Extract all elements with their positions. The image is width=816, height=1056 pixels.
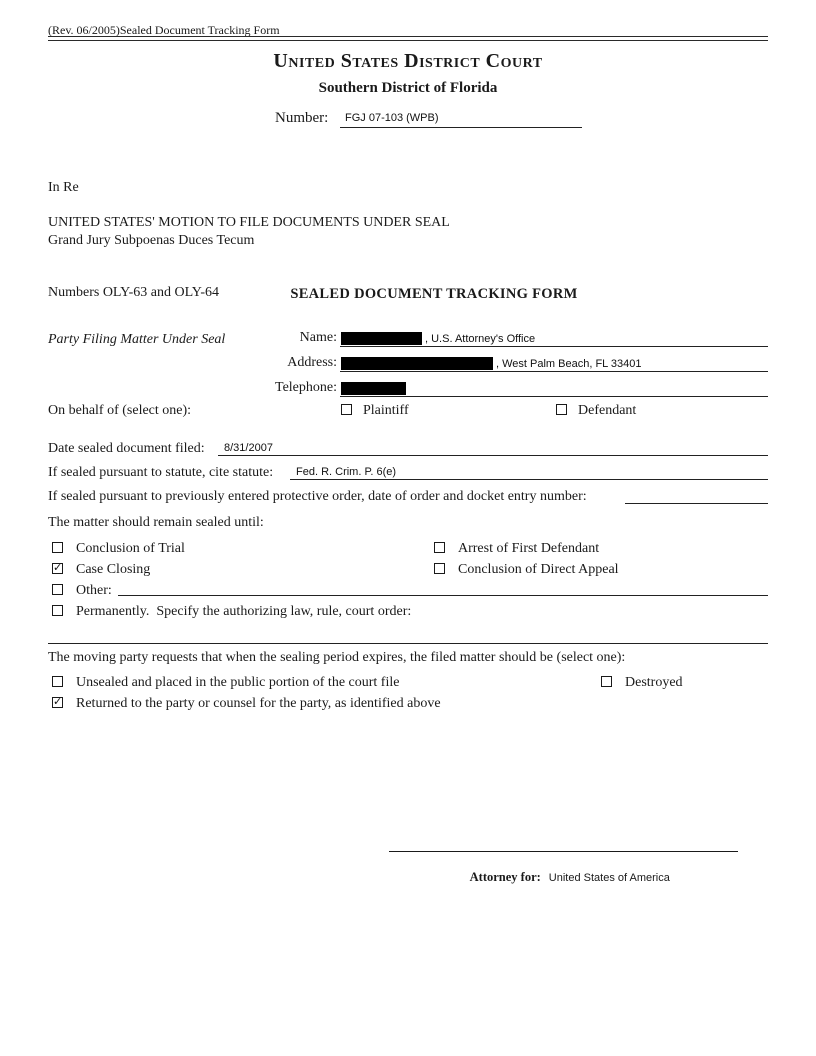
- signature-line[interactable]: [389, 851, 738, 852]
- unsealed-label: Unsealed and placed in the public portion of the court file: [76, 675, 400, 690]
- attorney-for-label: Attorney for:: [469, 870, 541, 884]
- returned-label: Returned to the party or counsel for the party, as identified above: [76, 696, 441, 711]
- case-closing-checkbox[interactable]: [52, 563, 63, 574]
- case-number-value: FGJ 07-103 (WPB): [345, 112, 439, 124]
- destroyed-label: Destroyed: [625, 675, 683, 690]
- arrest-first-defendant-checkbox[interactable]: [434, 542, 445, 553]
- other-checkbox[interactable]: [52, 584, 63, 595]
- telephone-label: Telephone:: [275, 380, 337, 395]
- plaintiff-checkbox[interactable]: [341, 404, 352, 415]
- form-title: SEALED DOCUMENT TRACKING FORM: [290, 286, 578, 302]
- name-value: , U.S. Attorney's Office: [425, 333, 536, 345]
- other-label: Other:: [76, 583, 112, 598]
- caption-line-1: In Re: [48, 180, 79, 195]
- remain-sealed-label: The matter should remain sealed until:: [48, 515, 264, 530]
- expiration-label: The moving party requests that when the sealing period expires, the filed matter should be (select one):: [48, 650, 626, 665]
- case-number-field-line[interactable]: [340, 127, 582, 128]
- double-rule: [48, 36, 768, 41]
- telephone-field-line[interactable]: [340, 396, 768, 397]
- case-number-label: Number:: [275, 110, 329, 126]
- other-field-line[interactable]: [118, 595, 768, 596]
- on-behalf-label: On behalf of (select one):: [48, 403, 192, 418]
- date-filed-field-line[interactable]: [218, 455, 768, 456]
- conclusion-direct-appeal-checkbox[interactable]: [434, 563, 445, 574]
- statute-label: If sealed pursuant to statute, cite statute:: [48, 465, 274, 480]
- conclusion-direct-appeal-label: Conclusion of Direct Appeal: [458, 562, 619, 577]
- date-filed-value: 8/31/2007: [224, 442, 273, 454]
- name-field-line[interactable]: [340, 346, 768, 347]
- redaction-box-telephone: [341, 382, 406, 395]
- permanently-checkbox[interactable]: [52, 605, 63, 616]
- protective-order-label: If sealed pursuant to previously entered protective order, date of order and docket entry number:: [48, 489, 587, 504]
- defendant-checkbox[interactable]: [556, 404, 567, 415]
- address-label: Address:: [287, 355, 337, 370]
- date-filed-label: Date sealed document filed:: [48, 441, 205, 456]
- attorney-for-value: United States of America: [548, 872, 670, 884]
- name-label: Name:: [299, 330, 337, 345]
- statute-field-line[interactable]: [290, 479, 768, 480]
- court-title: United States District Court: [273, 50, 543, 72]
- conclusion-of-trial-checkbox[interactable]: [52, 542, 63, 553]
- protective-order-field-line[interactable]: [625, 503, 768, 504]
- returned-checkbox[interactable]: [52, 697, 63, 708]
- address-value: , West Palm Beach, FL 33401: [496, 358, 642, 370]
- destroyed-checkbox[interactable]: [601, 676, 612, 687]
- unsealed-checkbox[interactable]: [52, 676, 63, 687]
- redaction-box-name: [341, 332, 422, 345]
- conclusion-of-trial-label: Conclusion of Trial: [76, 541, 185, 556]
- revision-line: (Rev. 06/2005)Sealed Document Tracking Form: [48, 23, 280, 37]
- redaction-box-address: [341, 357, 493, 370]
- permanently-field-line[interactable]: [48, 643, 768, 644]
- case-caption: [48, 144, 254, 337]
- signature-caption: [389, 855, 738, 900]
- address-field-line[interactable]: [340, 371, 768, 372]
- plaintiff-label: Plaintiff: [363, 403, 409, 418]
- caption-line-2: Grand Jury Subpoenas Duces Tecum: [48, 232, 255, 248]
- case-closing-label: Case Closing: [76, 562, 151, 577]
- party-filing-label: Party Filing Matter Under Seal: [48, 332, 226, 347]
- district-title: Southern District of Florida: [318, 80, 498, 96]
- statute-value: Fed. R. Crim. P. 6(e): [296, 466, 397, 478]
- permanently-label: Permanently. Specify the authorizing law, rule, court order:: [76, 604, 412, 619]
- caption-line-3: Numbers OLY-63 and OLY-64: [48, 285, 220, 300]
- defendant-label: Defendant: [578, 403, 637, 418]
- arrest-first-defendant-label: Arrest of First Defendant: [458, 541, 600, 556]
- motion-title: UNITED STATES' MOTION TO FILE DOCUMENTS UNDER SEAL: [48, 215, 450, 230]
